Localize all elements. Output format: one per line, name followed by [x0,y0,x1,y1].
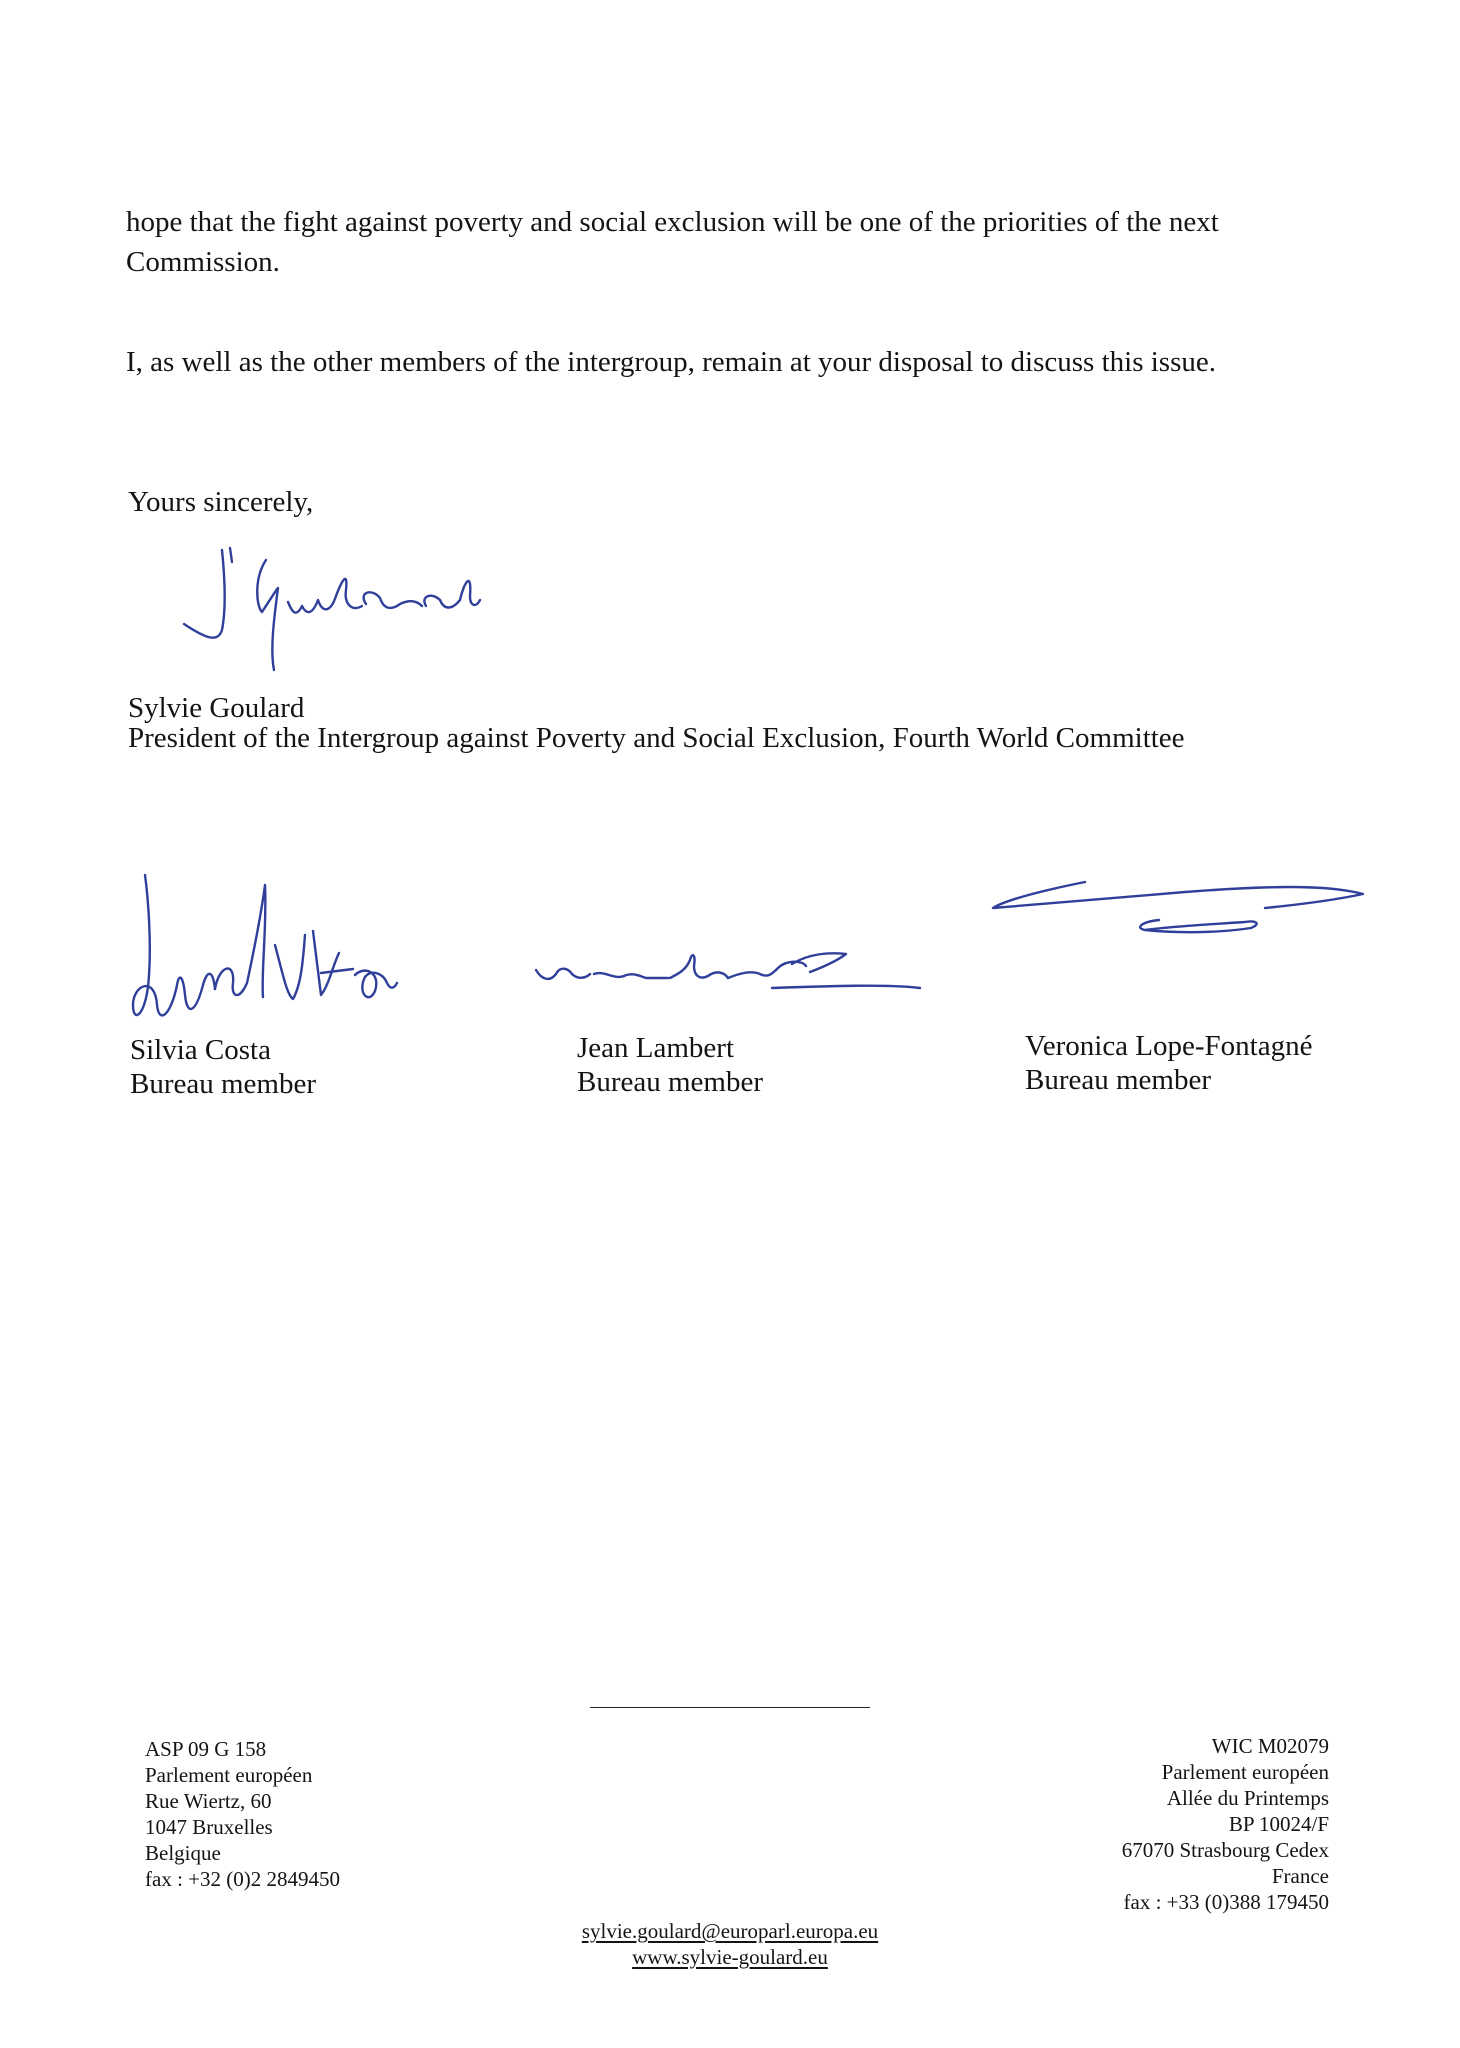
strasbourg-line-3: BP 10024/F [1228,1812,1329,1836]
sender-title: President of the Intergroup against Poverty and Social Exclusion, Fourth World Committee [128,722,1185,754]
strasbourg-ref: WIC M02079 [1211,1734,1329,1758]
silvia-costa-signature [125,865,470,1030]
strasbourg-line-1: Parlement européen [1161,1760,1329,1784]
brussels-ref: ASP 09 G 158 [145,1737,267,1761]
signatory-3-name: Veronica Lope-Fontagné [1025,1030,1313,1062]
brussels-line-3: 1047 Bruxelles [145,1815,273,1839]
website-link[interactable]: www.sylvie-goulard.eu [632,1945,828,1969]
sylvie-goulard-signature [170,540,550,680]
sender-name: Sylvie Goulard [128,692,305,724]
signatory-2-name: Jean Lambert [577,1032,735,1064]
brussels-address [145,1736,340,1892]
strasbourg-line-5: France [1271,1864,1329,1888]
signatory-1-role: Bureau member [130,1068,317,1100]
paragraph-1-line-2: Commission. [126,246,280,278]
email-link[interactable]: sylvie.goulard@europarl.europa.eu [581,1919,879,1943]
brussels-line-1: Parlement européen [145,1763,313,1787]
brussels-line-4: Belgique [145,1841,221,1865]
jean-lambert-signature [528,930,928,1005]
veronica-lope-fontagne-signature [985,868,1370,943]
paragraph-1-line-1: hope that the fight against poverty and social exclusion will be one of the priorities of the next [126,206,1219,238]
footer-divider [590,1707,870,1708]
brussels-line-2: Rue Wiertz, 60 [145,1789,272,1813]
strasbourg-line-4: 67070 Strasbourg Cedex [1121,1838,1329,1862]
contact-links [530,1918,930,1970]
paragraph-2: I, as well as the other members of the intergroup, remain at your disposal to discuss this issue. [126,346,1216,378]
signatory-2-role: Bureau member [577,1066,764,1098]
brussels-fax: fax : +32 (0)2 2849450 [145,1867,340,1891]
signatory-1-name: Silvia Costa [130,1034,271,1066]
closing-salutation: Yours sincerely, [128,486,314,518]
strasbourg-line-2: Allée du Printemps [1166,1786,1329,1810]
strasbourg-address [1122,1733,1329,1915]
signatory-3-role: Bureau member [1025,1064,1212,1096]
strasbourg-fax: fax : +33 (0)388 179450 [1123,1890,1329,1914]
